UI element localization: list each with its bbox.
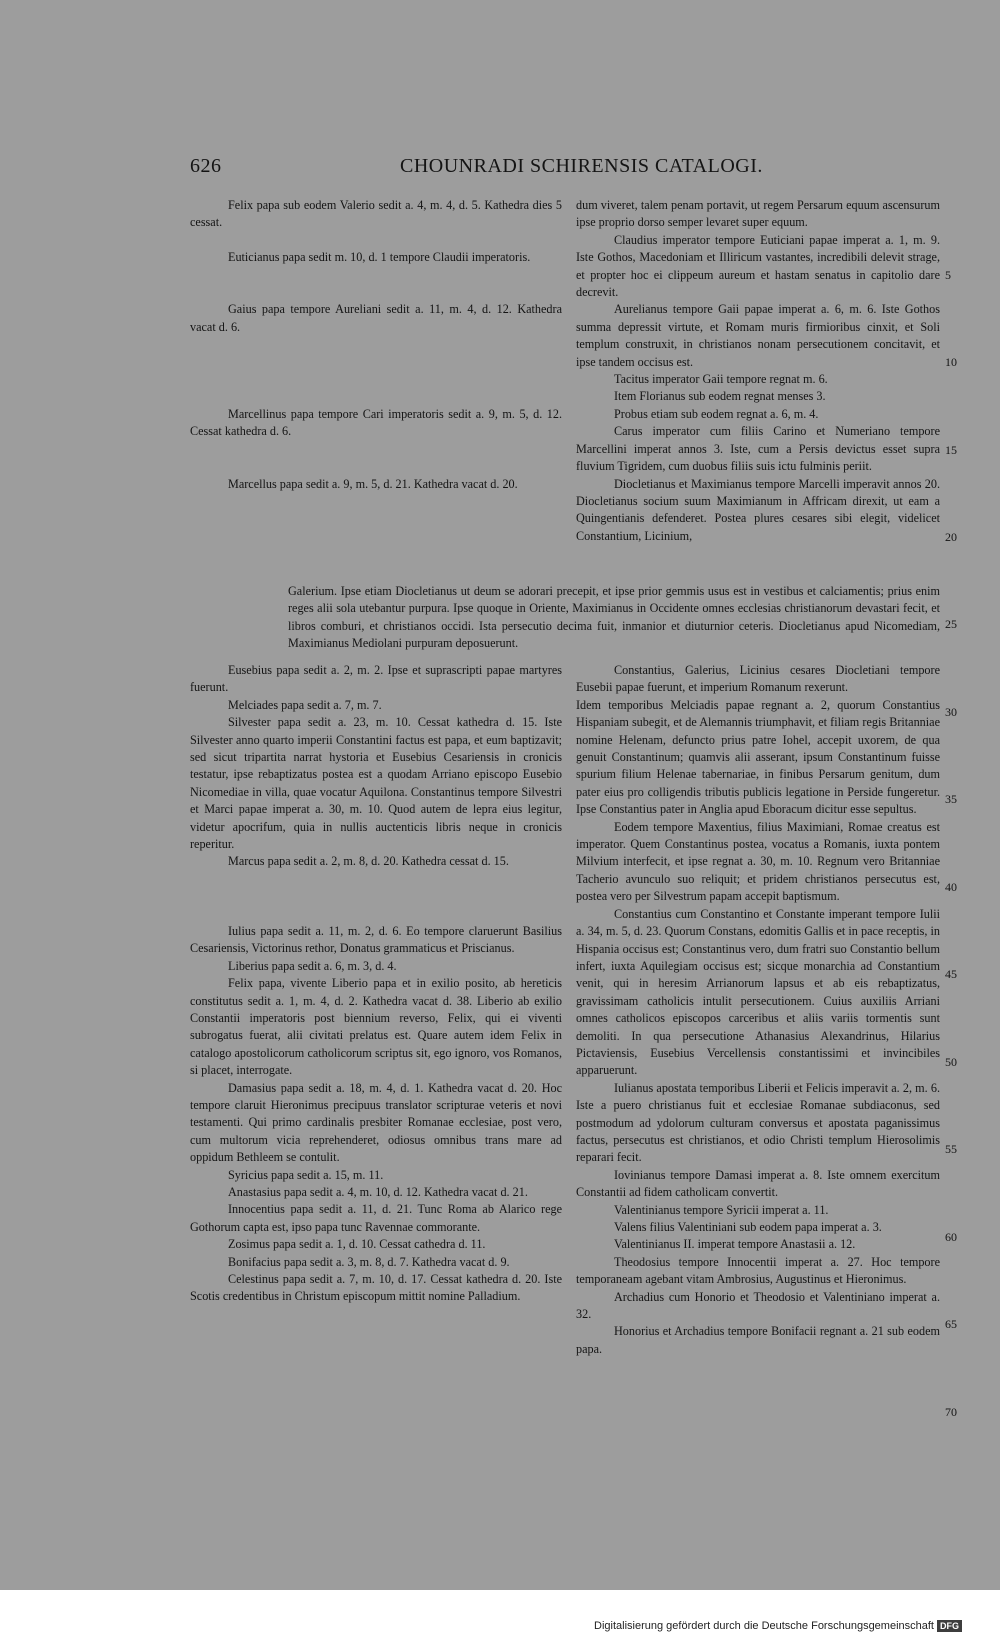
footer bbox=[594, 1620, 962, 1632]
paragraph: Felix papa sub eodem Valerio sedit a. 4, m. 4, d. 5. Kathedra dies 5 cessat. bbox=[190, 198, 562, 230]
right-column-bottom bbox=[576, 662, 940, 1358]
paragraph: Celestinus papa sedit a. 7, m. 10, d. 17. Cessat kathedra d. 20. Iste Scotis credentibus in Christum episcopum mittit nomine Palladium. bbox=[190, 1272, 562, 1304]
line-number: 55 bbox=[945, 1142, 957, 1156]
paragraph: Valentinianus tempore Syricii imperat a. 11. bbox=[614, 1202, 829, 1217]
paragraph: Honorius et Archadius tempore Bonifacii regnant a. 21 sub eodem papa. bbox=[576, 1324, 940, 1356]
paragraph: Innocentius papa sedit a. 11, d. 21. Tunc Roma ab Alarico rege Gothorum capta est, ipso papa tunc Ravennae commorante. bbox=[190, 1202, 562, 1234]
left-column-bottom bbox=[190, 662, 562, 1306]
paragraph: Carus imperator cum filiis Carino et Numeriano tempore Marcellini imperat annos 3. Iste, cum a Persis devictus esset supra fluvium Tigridem, cum duobus filiis suis ictu fulminis periit. bbox=[576, 424, 940, 474]
paragraph: Gaius papa tempore Aureliani sedit a. 11, m. 4, d. 12. Kathedra vacat d. 6. bbox=[190, 302, 562, 334]
paragraph: Theodosius tempore Innocentii imperat a. 27. Hoc tempore temporaneam agebant vitam Ambrosius, Augustinus et Hieronimus. bbox=[576, 1254, 940, 1287]
paragraph: Marcellus papa sedit a. 9, m. 5, d. 21. Kathedra vacat d. 20. bbox=[228, 476, 518, 491]
line-number: 35 bbox=[945, 792, 957, 806]
line-number: 70 bbox=[945, 1405, 957, 1419]
paragraph: Iulius papa sedit a. 11, m. 2, d. 6. Eo tempore claruerunt Basilius Cesariensis, Victorinus rethor, Donatus grammaticus et Priscianus. bbox=[190, 923, 562, 956]
paragraph: Euticianus papa sedit m. 10, d. 1 tempore Claudii imperatoris. bbox=[228, 249, 531, 264]
paragraph: Constantius, Galerius, Licinius cesares Diocletiani tempore Eusebii papae fuerunt, et imperium Romanum rexerunt. bbox=[576, 663, 940, 695]
line-number: 45 bbox=[945, 967, 957, 981]
line-number: 5 bbox=[945, 268, 951, 282]
paragraph: dum viveret, talem penam portavit, ut regem Persarum equum ascensurum ipse proprio dorso semper levaret super equum. bbox=[576, 198, 940, 230]
line-number: 15 bbox=[945, 443, 957, 457]
line-number: 50 bbox=[945, 1055, 957, 1069]
paragraph: Idem temporibus Melciadis papae regnant a. 2, quorum Constantius Hispaniam subegit, et de Alemannis triumphavit, et filiam regis Britanniae nomine Helenam, defuncto prius patre Iohel, accepit uxorem, de qua genuit Constantinum; quamvis alii asserant, ipsum Constantinum fuisse spurium filium Helenae tabernariae, in finibus Persarum genitum, dum pater eius pro colligendis tributis publicis legatione in Perside fungeretur. Ipse Constantius pater in Anglia apud Eboracum dicitur esse sepultus. bbox=[576, 697, 940, 817]
paragraph: Silvester papa sedit a. 23, m. 10. Cessat kathedra d. 15. Iste Silvester anno quarto imperii Constantini factus est papa, et eum baptizavit; sed sicut tripartita narrat hystoria et Eusebius Cesariensis in cronicis testatur, ipse rebaptizatus postea est a quodam Arriano episcopo Eusebio Nicomediae in villa, quae vocatur Aquilona. Constantinus tempore Silvestri et Marci papae imperat a. 30, m. 10. Quod autem de lepra eius legitur, videtur apocrifum, quia in nullis auctenticis libris neque in cronicis reperitur. bbox=[190, 715, 562, 852]
paragraph: Eodem tempore Maxentius, filius Maximiani, Romae creatus est imperator. Quem Constantinus postea, vocatus a Romanis, iuxta pontem Milvium interfecit, et ipse regnat a. 30, m. 10. Regnum vero Britanniae Tacherio avunculo suo reliquit; et pridem christianos persecutus est, postea vero per Silvestrum papam accepit baptismum. bbox=[576, 819, 940, 904]
paragraph: Valentinianus II. imperat tempore Anastasii a. 12. bbox=[614, 1237, 856, 1252]
paragraph: Item Florianus sub eodem regnat menses 3. bbox=[614, 389, 826, 404]
paragraph: Iovinianus tempore Damasi imperat a. 8. Iste omnem exercitum Constantii ad fidem catholicam convertit. bbox=[576, 1167, 940, 1200]
right-column-top bbox=[576, 197, 940, 545]
full-width-paragraph bbox=[288, 583, 940, 653]
paragraph: Valens filius Valentiniani sub eodem papa imperat a. 3. bbox=[614, 1220, 882, 1234]
paragraph: Felix papa, vivente Liberio papa et in exilio posito, ab hereticis constitutus sedit a. 1, m. 4, d. 2. Kathedra vacat d. 38. Liberio ab exilio Constantii imperatoris post biennium reverso, Felix, qui ei viventi subrogatus fuerat, alii civitati prelatus est. Quare autem idem Felix in catalogo apostolicorum catholicorum scriptus sit, ego ignoro, vos Romanos, si placet, interrogate. bbox=[190, 976, 562, 1078]
paragraph: Melciades papa sedit a. 7, m. 7. bbox=[228, 697, 382, 712]
paragraph: Bonifacius papa sedit a. 3, m. 8, d. 7. Kathedra vacat d. 9. bbox=[228, 1254, 510, 1269]
paragraph: Aurelianus tempore Gaii papae imperat a. 6, m. 6. Iste Gothos summa depressit virtute, et Romam muris firmioribus cinxit, et Soli templum construxit, in christianos nonam persecutionem concitavit, et ipse tandem occisus est. bbox=[576, 302, 940, 369]
paragraph: Claudius imperator tempore Euticiani papae imperat a. 1, m. 9. Iste Gothos, Macedoniam et Illiricum vastantes, incredibili delevit strage, et propter hoc ei clippeum aureum et hastam senatus in capitolio dare decrevit. bbox=[576, 232, 940, 300]
line-number: 65 bbox=[945, 1317, 957, 1331]
paragraph: Marcellinus papa tempore Cari imperatoris sedit a. 9, m. 5, d. 12. Cessat kathedra d. 6. bbox=[190, 407, 562, 439]
paragraph: Diocletianus et Maximianus tempore Marcelli imperavit annos 20. Diocletianus socium suum Maximianum in Affricam direxit, ut eam a Quingentianis defenderet. Postea plures cesares sibi elegit, videlicet Constantium, Licinium, bbox=[576, 476, 940, 543]
paragraph: Iulianus apostata temporibus Liberii et Felicis imperavit a. 2, m. 6. Iste a puero christianus fuit et ecclesiae Romanae subdiaconus, sed postmodum ad ydolorum culturam conversus et apostata paganissimus factus, persecutus est christianos, et odio Christi templum Hierosolimis reparari fecit. bbox=[576, 1080, 940, 1165]
page-header bbox=[0, 155, 1000, 185]
paragraph: Anastasius papa sedit a. 4, m. 10, d. 12. Kathedra vacat d. 21. bbox=[228, 1184, 528, 1199]
page-number: 626 bbox=[190, 155, 222, 177]
paragraph: Liberius papa sedit a. 6, m. 3, d. 4. bbox=[228, 958, 397, 973]
dfg-logo: DFG bbox=[937, 1620, 962, 1632]
line-number: 30 bbox=[945, 705, 957, 719]
paragraph: Damasius papa sedit a. 18, m. 4, d. 1. Kathedra vacat d. 20. Hoc tempore claruit Hieronimus precipuus translator scripturae veteris et novi testamenti. Qui primo cardinalis presbiter Romanae ecclesiae, post vero, cum multorum vicia reprehenderet, odiosus omnibus trans mare ad oppidum Bethleem se contulit. bbox=[190, 1080, 562, 1165]
paragraph: Eusebius papa sedit a. 2, m. 2. Ipse et suprascripti papae martyres fuerunt. bbox=[190, 663, 562, 695]
line-number: 60 bbox=[945, 1230, 957, 1244]
paragraph: Galerium. Ipse etiam Diocletianus ut deum se adorari precepit, et ipse prior gemmis usus est in vestibus et calciamentis; prius enim reges alii sola utebantur purpura. Ipse quoque in Oriente, Maximianus in Occidente omnes ecclesias christianorum devastari fecit, et libros comburi, et christianos occidi. Ista persecutio decima fuit, inmanior et diuturnior ceteris. Diocletianus apud Nicomediam, Maximianus Mediolani purpuram deposuerunt. bbox=[288, 584, 940, 651]
paragraph: Tacitus imperator Gaii tempore regnat m. 6. bbox=[614, 372, 828, 387]
paragraph: Probus etiam sub eodem regnat a. 6, m. 4. bbox=[614, 406, 819, 421]
footer-credit: Digitalisierung gefördert durch die Deutsche Forschungsgemeinschaft bbox=[594, 1620, 934, 1632]
line-number: 20 bbox=[945, 530, 957, 544]
line-number: 40 bbox=[945, 880, 957, 894]
running-title: CHOUNRADI SCHIRENSIS CATALOGI. bbox=[400, 155, 763, 177]
paragraph: Marcus papa sedit a. 2, m. 8, d. 20. Kathedra cessat d. 15. bbox=[228, 854, 509, 869]
paragraph: Syricius papa sedit a. 15, m. 11. bbox=[228, 1167, 384, 1182]
line-number: 10 bbox=[945, 355, 957, 369]
paragraph: Constantius cum Constantino et Constante imperant tempore Iulii a. 34, m. 5, d. 23. Quorum Constans, edomitis Gallis et in pace receptis, in Hispania occisus est; Constantinus vero, dum fratri suo Constantio bellum infert, iuxta Aquilegiam occisus est; sicque monarchia ad Constantium venit, qui in heresim Arrianorum lapsus et ab eis rebaptizatus, gravissimam catholicis intulit persecutionem. Cuius auxiliis Arriani omnes catholicos episcopos carceribus et aliis variis tormentis sunt demoliti. In qua persecutione Athanasius Alexandrinus, Hilarius Pictaviensis, Eusebius Vercellensis constantissimi et invincibiles apparuerunt. bbox=[576, 906, 940, 1078]
line-number: 25 bbox=[945, 617, 957, 631]
paragraph: Archadius cum Honorio et Theodosio et Valentiniano imperat a. 32. bbox=[576, 1289, 940, 1322]
paragraph: Zosimus papa sedit a. 1, d. 10. Cessat cathedra d. 11. bbox=[228, 1237, 486, 1252]
left-column-top bbox=[190, 197, 562, 493]
